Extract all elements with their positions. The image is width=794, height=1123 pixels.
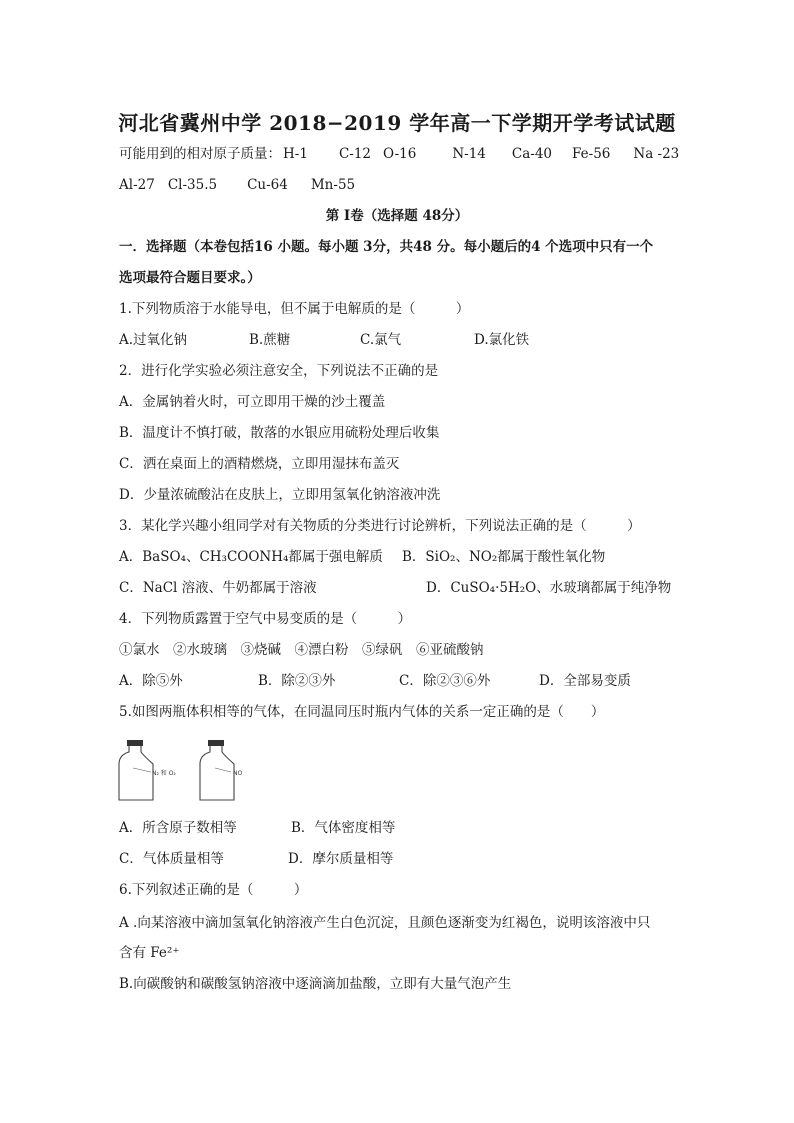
q2-option-c: C．洒在桌面上的酒精燃烧，立即用湿抹布盖灭 [119,456,400,472]
q5-stem: 5.如图两瓶体积相等的气体，在同温同压时瓶内气体的关系一定正确的是（ ） [119,704,605,720]
q4-stem: 4．下列物质露置于空气中易变质的是（ ） [119,611,412,627]
mass-n: N-14 [452,146,486,162]
q1-stem: 1.下列物质溶于水能导电，但不属于电解质的是（ ） [119,301,470,317]
mass-cu: Cu-64 [247,177,288,193]
q1-options [119,331,529,349]
q3-option-a: A．BaSO₄、CH₃COONH₄都属于强电解质 [119,549,383,565]
gas-bottles-figure [117,738,257,804]
atomic-mass-row-2 [119,176,355,194]
q6-option-a-line-1: A .向某溶液中滴加氢氧化钠溶液产生白色沉淀，且颜色逐渐变为红褐色，说明该溶液中只 [119,915,651,931]
q2-option-a: A．金属钠着火时，可立即用干燥的沙土覆盖 [119,394,386,410]
bottle-2-pointer [215,768,231,772]
bottle-1 [119,740,176,800]
bottle-2 [200,740,242,800]
bottle-2-label: NO [233,770,243,777]
q3-option-d: D．CuSO₄·5H₂O、水玻璃都属于纯净物 [426,580,672,596]
q2-option-d: D．少量浓硫酸沾在皮肤上，立即用氢氧化钠溶液冲洗 [119,487,441,503]
instructions-line-2: 选项最符合题目要求。） [119,270,261,286]
mass-o: O-16 [383,146,417,162]
q3-option-b: B．SiO₂、NO₂都属于酸性氧化物 [402,549,606,565]
mass-h: H-1 [283,146,308,162]
mass-ca: Ca-40 [511,146,553,162]
q4-items: ①氯水 ②水玻璃 ③烧碱 ④漂白粉 ⑤绿矾 ⑥亚硫酸钠 [119,642,484,658]
q1-option-b: B.蔗糖 [249,332,291,348]
q3-option-c: C．NaCl 溶液、牛奶都属于溶液 [119,580,317,596]
q4-option-a: A．除⑤外 [119,673,183,689]
bottle-1-cap [127,740,143,746]
q4-option-d: D．全部易变质 [539,673,631,689]
q3-stem: 3．某化学兴趣小组同学对有关物质的分类进行讨论辨析，下列说法正确的是（ ） [119,518,641,534]
q5-option-d: D．摩尔质量相等 [288,851,394,867]
bottle-2-body [200,746,234,800]
q5-option-b: B．气体密度相等 [291,820,396,836]
atomic-mass-label: 可能用到的相对原子质量： [119,146,281,162]
q3-row-cd [119,579,671,597]
q5-option-a: A．所含原子数相等 [119,820,237,836]
mass-na: Na -23 [633,146,680,162]
q4-option-c: C．除②③⑥外 [399,673,491,689]
mass-al: Al-27 [119,177,155,193]
atomic-mass-row-1 [119,145,679,163]
q2-stem: 2．进行化学实验必须注意安全，下列说法不正确的是 [119,363,439,379]
q2-option-b: B．温度计不慎打破，散落的水银应用硫粉处理后收集 [119,425,440,441]
exam-title: 河北省冀州中学 2018−2019 学年高一下学期开学考试试题 [118,111,676,135]
section-title: 第 I卷（选择题 48分） [325,208,469,224]
q4-options [119,672,631,690]
mass-c: C-12 [338,146,372,162]
bottle-1-pointer [133,768,151,772]
q5-row-cd [119,850,393,868]
q5-row-ab [119,819,395,837]
q1-option-c: C.氯气 [360,332,402,348]
q6-stem: 6.下列叙述正确的是（ ） [119,882,308,898]
q1-option-d: D.氯化铁 [474,332,530,348]
bottle-2-cap [208,740,224,746]
bottle-1-body [119,746,153,800]
bottle-1-label: N₂ 和 O₂ [152,770,176,777]
q5-option-c: C．气体质量相等 [119,851,224,867]
mass-cl: Cl-35.5 [167,177,218,193]
q6-option-a-line-2: 含有 Fe²⁺ [119,945,180,961]
q4-option-b: B．除②③外 [258,673,336,689]
instructions-line-1: 一．选择题（本卷包括16 小题。每小题 3分，共48 分。每小题后的4 个选项中只有一个 [119,239,654,255]
q3-row-ab [119,548,605,566]
q6-option-b: B.向碳酸钠和碳酸氢钠溶液中逐滴滴加盐酸，立即有大量气泡产生 [119,976,512,992]
q1-option-a: A.过氧化钠 [119,332,188,348]
mass-mn: Mn-55 [310,177,356,193]
mass-fe: Fe-56 [572,146,611,162]
